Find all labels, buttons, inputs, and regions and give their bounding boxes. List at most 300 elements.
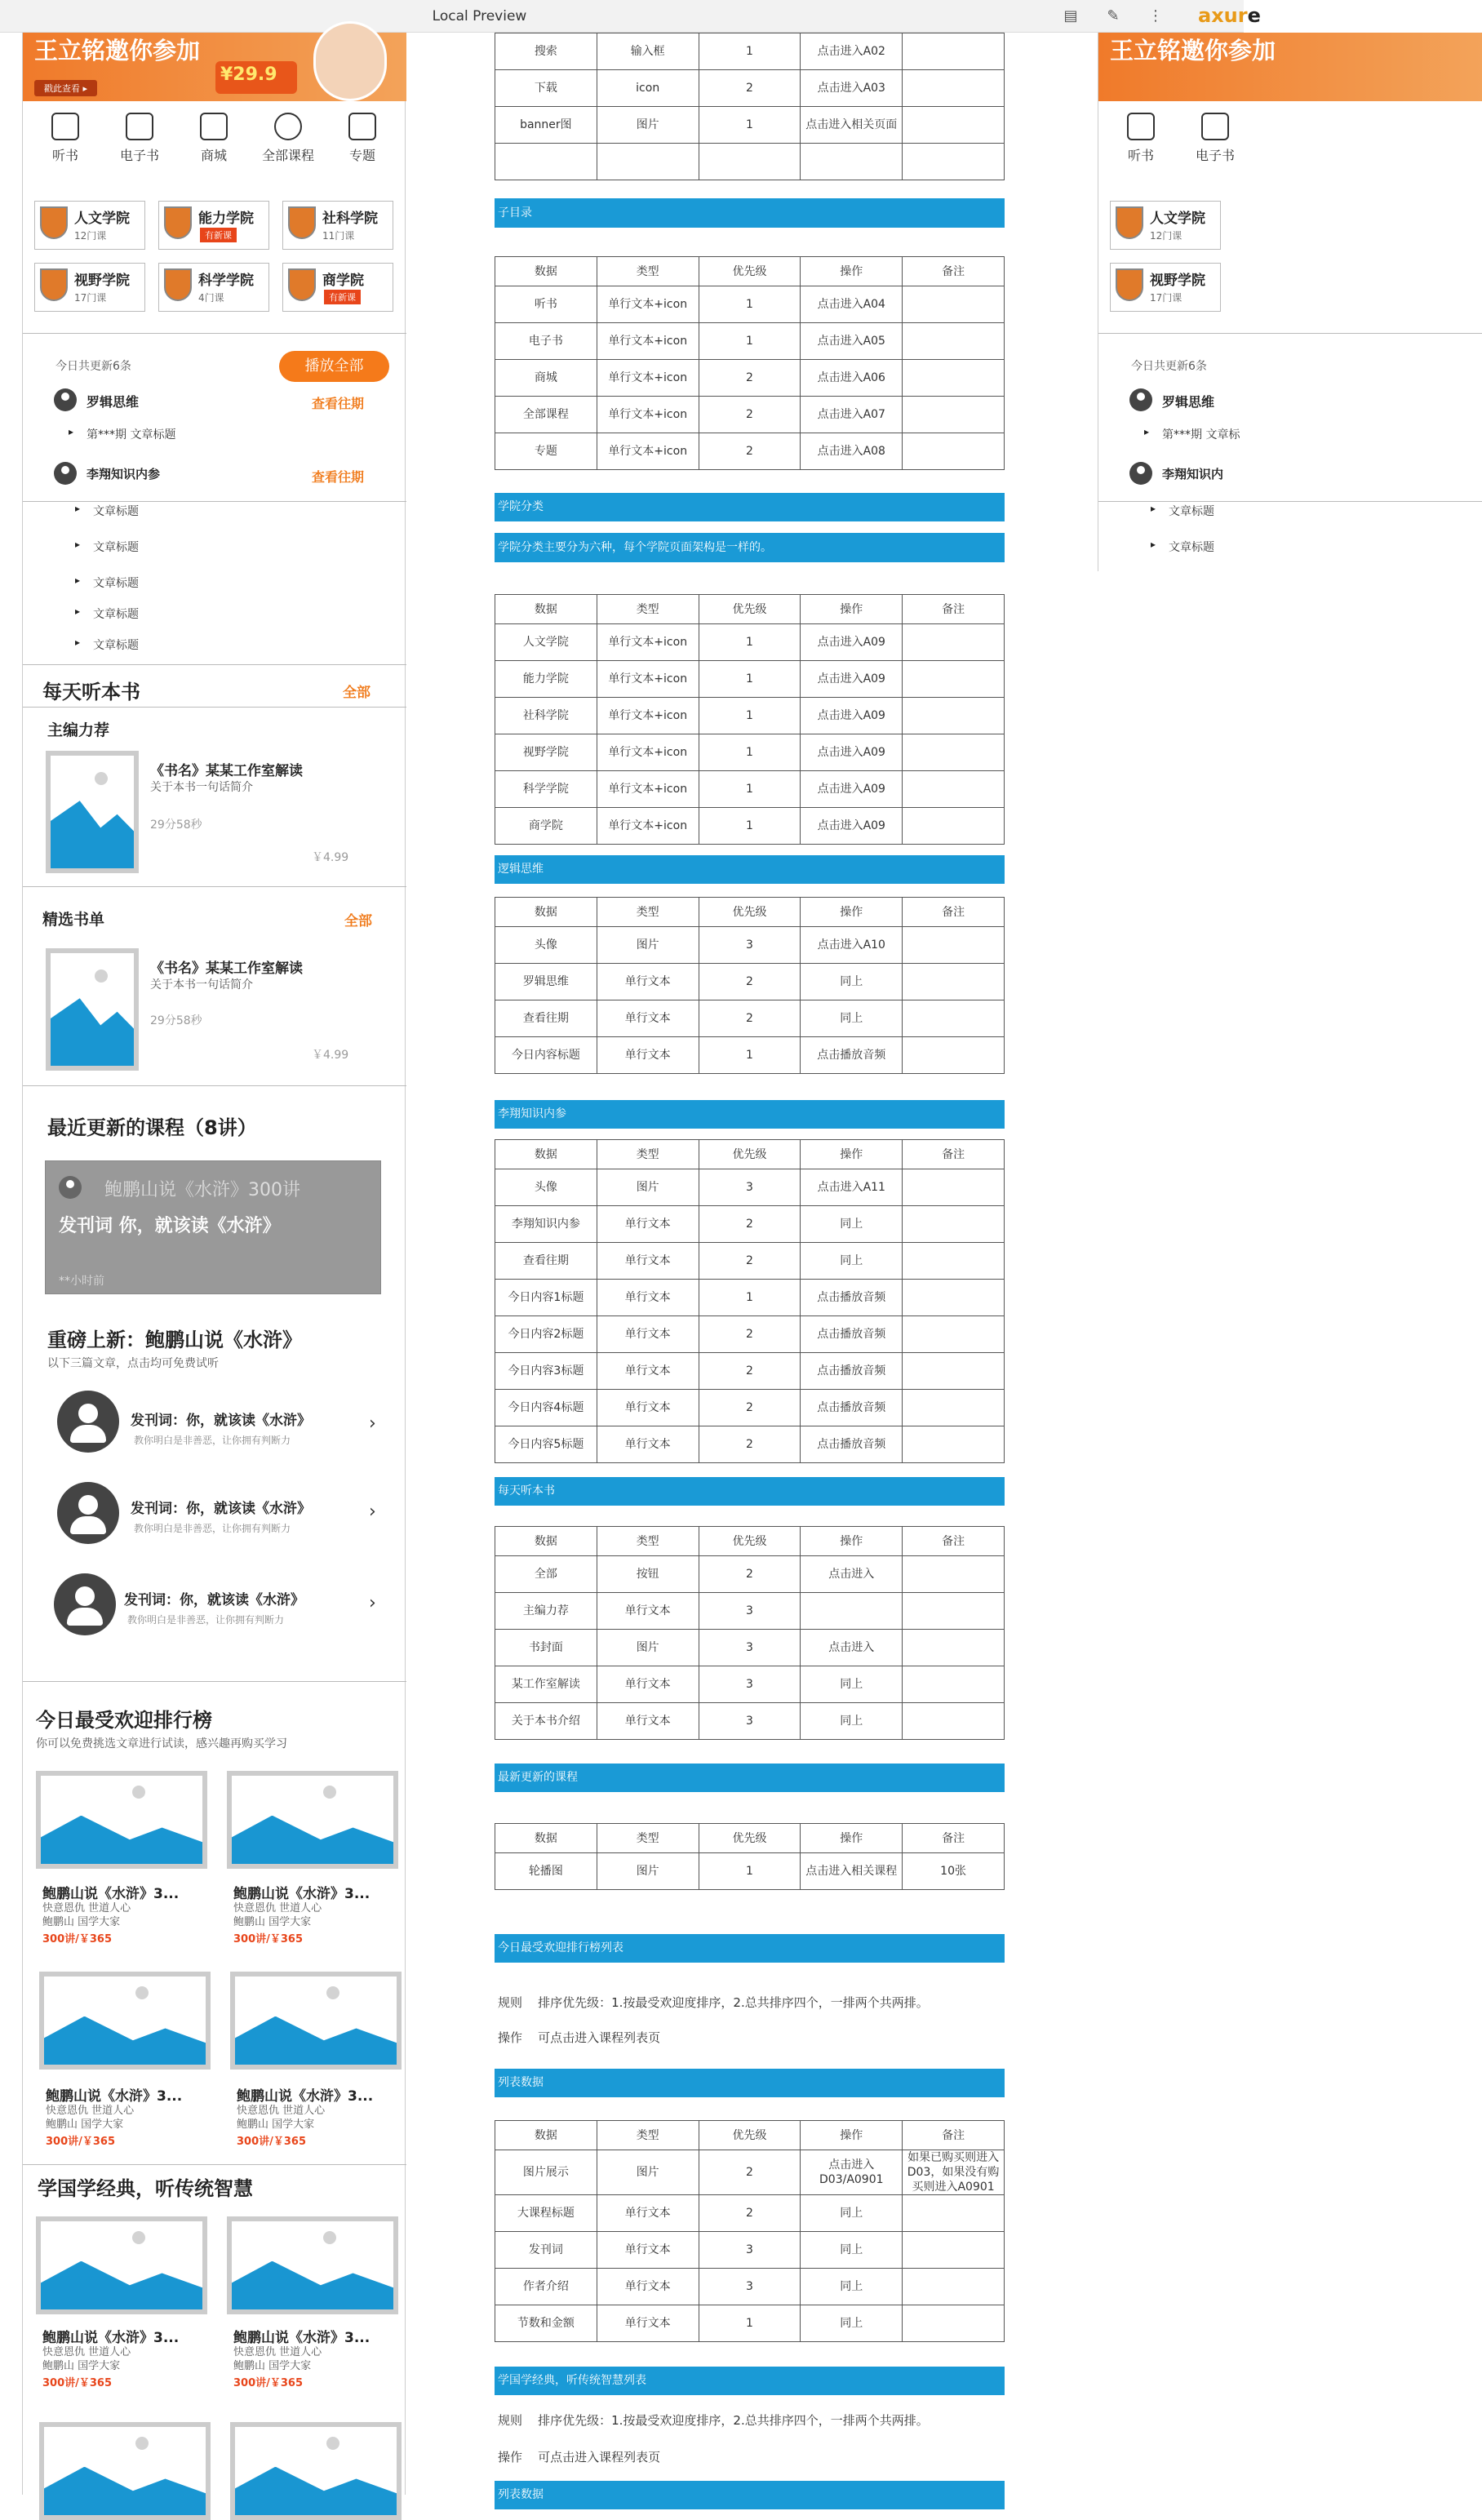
column-header: 数据	[495, 1527, 597, 1556]
table-row	[495, 1630, 1005, 1666]
column-header: 备注	[903, 898, 1005, 927]
nav-ebook[interactable]	[103, 113, 176, 164]
nav-ebook[interactable]	[1178, 113, 1252, 164]
column-header: 类型	[597, 1527, 699, 1556]
episode-title[interactable]: ▸ 第***期 文章标	[1162, 426, 1240, 442]
table-row	[495, 1390, 1005, 1426]
table-cell: 3	[699, 1169, 801, 1206]
notes-icon[interactable]: ▤	[1063, 7, 1078, 24]
table-header-row	[495, 1824, 1005, 1853]
table-cell	[903, 1243, 1005, 1280]
section-note: 学院分类主要分为六种，每个学院页面架构是一样的。	[495, 533, 1005, 562]
table-row	[495, 2195, 1005, 2232]
table-cell: 单行文本+icon	[597, 771, 699, 808]
op-label: 操作	[498, 2450, 523, 2465]
column-header: 优先级	[699, 898, 801, 927]
table-cell: 社科学院	[495, 698, 597, 734]
table-cell: 今日内容5标题	[495, 1426, 597, 1463]
course-price: 300讲/￥365	[42, 1933, 113, 1945]
view-all-link[interactable]: 全部	[343, 685, 370, 701]
rank-rule	[498, 1994, 929, 2011]
table-cell: 单行文本	[597, 1037, 699, 1074]
table-cell	[903, 964, 1005, 1000]
article-title[interactable]: ▸ 文章标题	[93, 575, 139, 591]
table-header-row	[495, 257, 1005, 286]
table-cell	[903, 2232, 1005, 2269]
section-bar: 最新更新的课程	[495, 1764, 1005, 1792]
column-header: 数据	[495, 1140, 597, 1169]
table-row	[495, 2269, 1005, 2305]
table-cell	[903, 1426, 1005, 1463]
table-cell: 点击进入相关页面	[801, 107, 903, 144]
college-count: 12门课	[1150, 230, 1182, 242]
table-cell: 2	[699, 397, 801, 433]
table-row	[495, 1280, 1005, 1316]
column-header: 优先级	[699, 257, 801, 286]
classics-op	[498, 2448, 660, 2465]
table-row	[495, 433, 1005, 470]
nav-label: 专题	[348, 148, 375, 163]
table-cell	[903, 2269, 1005, 2305]
course-title[interactable]: 鲍鹏山说《水浒》3...	[233, 1886, 370, 1902]
article-title[interactable]: 发刊词：你，就该读《水浒》	[131, 1413, 311, 1429]
column-header: 数据	[495, 257, 597, 286]
table-cell: 图片	[597, 2150, 699, 2195]
author-name[interactable]: 罗辑思维	[1162, 394, 1215, 410]
nav-label: 电子书	[1195, 148, 1235, 163]
column-header: 类型	[597, 595, 699, 624]
column-header: 操作	[801, 1140, 903, 1169]
table-cell: 点击进入A04	[801, 286, 903, 323]
table-cell: 轮播图	[495, 1853, 597, 1890]
table-row	[495, 1000, 1005, 1037]
table-cell: 今日内容4标题	[495, 1390, 597, 1426]
article-title[interactable]: ▸ 文章标题	[93, 606, 139, 622]
table-cell: 点击进入A03	[801, 70, 903, 107]
section-title: 今日最受欢迎排行榜	[36, 1709, 212, 1732]
course-author: 鲍鹏山 国学大家	[233, 1916, 312, 1928]
shield-icon	[164, 206, 192, 239]
book-price: ￥4.99	[312, 1049, 349, 1062]
shield-icon	[1116, 206, 1143, 239]
course-title[interactable]: 鲍鹏山说《水浒》3...	[42, 2330, 180, 2346]
article-title[interactable]: ▸ 文章标题	[93, 637, 139, 653]
table-cell	[903, 433, 1005, 470]
course-author: 鲍鹏山 国学大家	[233, 2360, 312, 2372]
table-cell: 点击进入	[801, 1630, 903, 1666]
table-cell	[903, 107, 1005, 144]
table-cell	[903, 144, 1005, 180]
chevron-right-icon[interactable]: ›	[369, 1593, 376, 1613]
table-cell: 科学学院	[495, 771, 597, 808]
column-header: 数据	[495, 898, 597, 927]
author-name[interactable]: 李翔知识内	[1162, 467, 1224, 481]
college-name: 能力学院	[198, 211, 254, 227]
column-header: 操作	[801, 898, 903, 927]
column-header: 优先级	[699, 1527, 801, 1556]
rule-label: 规则	[498, 1995, 523, 2010]
table-cell: 点击进入相关课程	[801, 1853, 903, 1890]
table-row	[495, 2150, 1005, 2195]
table-header-row	[495, 595, 1005, 624]
course-image[interactable]	[39, 2422, 211, 2520]
table-cell: icon	[597, 70, 699, 107]
divider	[1098, 333, 1482, 334]
avatar-icon[interactable]	[1129, 388, 1152, 411]
shield-icon	[40, 268, 68, 301]
table-row	[495, 2232, 1005, 2269]
table-cell: 点击进入A05	[801, 323, 903, 360]
course-image[interactable]	[36, 1771, 207, 1869]
table-cell: 商学院	[495, 808, 597, 845]
avatar-icon[interactable]	[54, 462, 77, 485]
course-title[interactable]: 鲍鹏山说《水浒》3...	[42, 1886, 180, 1902]
column-header: 数据	[495, 595, 597, 624]
spec-table-colleges	[495, 594, 1005, 845]
shield-icon	[288, 206, 316, 239]
college-vision[interactable]	[1110, 263, 1221, 312]
section-bar: 学国学经典，听传统智慧列表	[495, 2367, 1005, 2395]
ebook-icon	[126, 113, 153, 140]
table-cell	[903, 70, 1005, 107]
college-name: 社科学院	[322, 211, 378, 227]
phone-prototype-copy	[1098, 33, 1276, 571]
table-cell: 点击进入A07	[801, 397, 903, 433]
audio-book-icon	[51, 113, 79, 140]
table-cell: 单行文本+icon	[597, 397, 699, 433]
course-tagline: 快意恩仇 世道人心	[42, 2346, 131, 2358]
college-humanities[interactable]	[1110, 201, 1221, 250]
book-title[interactable]: 《书名》某某工作室解读	[150, 961, 303, 977]
table-cell: 2	[699, 1316, 801, 1353]
avatar-icon[interactable]	[1129, 462, 1152, 485]
article-title[interactable]: ▸ 文章标题	[93, 539, 139, 555]
promo-banner[interactable]	[23, 33, 406, 101]
course-image[interactable]	[230, 2422, 402, 2520]
nav-topics[interactable]	[326, 113, 399, 164]
table-row	[495, 1353, 1005, 1390]
table-cell: 单行文本	[597, 1426, 699, 1463]
book-description: 关于本书一句话简介	[150, 978, 253, 992]
table-cell: 同上	[801, 2232, 903, 2269]
table-cell: 图片	[597, 1630, 699, 1666]
table-cell: 点击进入A10	[801, 927, 903, 964]
section-bar: 每天听本书	[495, 1477, 1005, 1506]
college-count: 17门课	[74, 292, 107, 304]
avatar-icon	[59, 1176, 82, 1199]
table-cell: 1	[699, 286, 801, 323]
table-cell: 点击播放音频	[801, 1037, 903, 1074]
article-title[interactable]: ▸ 文章标题	[1169, 503, 1214, 519]
course-image[interactable]	[227, 2216, 398, 2314]
college-social[interactable]	[282, 201, 393, 250]
table-cell: 2	[699, 1206, 801, 1243]
table-cell	[597, 144, 699, 180]
table-row	[495, 1593, 1005, 1630]
table-cell: 点击播放音频	[801, 1390, 903, 1426]
section-bar: 今日最受欢迎排行榜列表	[495, 1934, 1005, 1963]
table-cell	[699, 144, 801, 180]
article-desc: 教你明白是非善恶，让你拥有判断力	[127, 1614, 285, 1626]
table-cell: 单行文本	[597, 2269, 699, 2305]
table-cell: 查看往期	[495, 1243, 597, 1280]
rank-op	[498, 2029, 660, 2046]
table-cell: 同上	[801, 2269, 903, 2305]
course-image[interactable]	[36, 2216, 207, 2314]
table-header-row	[495, 1527, 1005, 1556]
table-cell: 2	[699, 2195, 801, 2232]
table-cell: 2	[699, 433, 801, 470]
update-count: 今日共更新6条	[1131, 360, 1207, 373]
store-icon	[200, 113, 228, 140]
column-header: 备注	[903, 595, 1005, 624]
table-cell: 单行文本	[597, 2195, 699, 2232]
nav-label: 商城	[200, 148, 227, 163]
shield-icon	[288, 268, 316, 301]
table-cell: 单行文本+icon	[597, 433, 699, 470]
chevron-right-icon[interactable]: ›	[369, 1413, 376, 1434]
view-past-link[interactable]: 查看往期	[312, 469, 365, 485]
course-tagline: 快意恩仇 世道人心	[233, 1902, 322, 1914]
table-cell: 能力学院	[495, 661, 597, 698]
view-all-link[interactable]: 全部	[344, 913, 372, 929]
college-science[interactable]	[158, 263, 269, 312]
table-cell: 3	[699, 1666, 801, 1703]
new-course-badge: 有新课	[200, 228, 237, 242]
course-subtitle: 发刊词 你，就该读《水浒》	[59, 1216, 281, 1236]
table-cell: 按钮	[597, 1556, 699, 1593]
phone-prototype	[22, 33, 406, 2495]
column-header: 优先级	[699, 1140, 801, 1169]
table-cell: 单行文本	[597, 1000, 699, 1037]
table-cell: 2	[699, 360, 801, 397]
table-cell: 视野学院	[495, 734, 597, 771]
college-name: 科学学院	[198, 273, 254, 289]
table-cell: 点击进入A09	[801, 698, 903, 734]
college-name: 商学院	[322, 273, 364, 289]
avatar-icon[interactable]	[54, 1573, 116, 1635]
table-cell: 专题	[495, 433, 597, 470]
table-cell: 单行文本	[597, 1353, 699, 1390]
table-cell: 单行文本	[597, 1390, 699, 1426]
table-cell	[903, 360, 1005, 397]
table-cell: 3	[699, 2232, 801, 2269]
avatar-icon[interactable]	[57, 1391, 119, 1453]
course-author: 鲍鹏山 国学大家	[42, 2360, 121, 2372]
table-cell	[903, 1593, 1005, 1630]
graduation-cap-icon	[274, 113, 302, 140]
table-cell: 3	[699, 1630, 801, 1666]
course-image[interactable]	[230, 1972, 402, 2070]
course-price: 300讲/￥365	[237, 2136, 307, 2148]
article-desc: 教你明白是非善恶，让你拥有判断力	[134, 1523, 291, 1534]
college-business[interactable]	[282, 263, 393, 312]
table-header-row	[495, 1140, 1005, 1169]
table-cell: 点击进入A09	[801, 808, 903, 845]
nav-label: 听书	[1127, 148, 1154, 163]
author-name[interactable]: 李翔知识内参	[87, 467, 161, 481]
table-cell: 1	[699, 1853, 801, 1890]
nav-audiobook[interactable]	[1104, 113, 1178, 164]
table-cell: 1	[699, 734, 801, 771]
table-cell: 单行文本+icon	[597, 661, 699, 698]
table-cell: 2	[699, 964, 801, 1000]
table-cell: banner图	[495, 107, 597, 144]
article-title[interactable]: ▸ 文章标题	[93, 503, 139, 519]
table-cell: 搜索	[495, 33, 597, 70]
table-cell	[903, 771, 1005, 808]
table-cell	[903, 397, 1005, 433]
section-bar: 李翔知识内参	[495, 1100, 1005, 1129]
new-course-badge: 有新课	[324, 290, 361, 304]
column-header: 备注	[903, 1824, 1005, 1853]
table-cell: 电子书	[495, 323, 597, 360]
table-cell: 单行文本	[597, 1316, 699, 1353]
table-cell: 单行文本+icon	[597, 323, 699, 360]
book-cover[interactable]	[46, 751, 139, 873]
table-cell: 点击进入A09	[801, 624, 903, 661]
banner-button[interactable]: 戳此查看 ▸	[34, 80, 97, 96]
article-title[interactable]: ▸ 文章标题	[1169, 539, 1214, 555]
promo-banner[interactable]	[1098, 33, 1482, 101]
banner-title: 王立铭邀你参加	[34, 37, 201, 64]
audio-book-icon	[1127, 113, 1155, 140]
table-cell: 查看往期	[495, 1000, 597, 1037]
table-cell: 点击进入A02	[801, 33, 903, 70]
table-row	[495, 1703, 1005, 1740]
course-author: 鲍鹏山 国学大家	[42, 1916, 121, 1928]
avatar-icon[interactable]	[54, 388, 77, 411]
table-row	[495, 808, 1005, 845]
edit-icon[interactable]: ✎	[1107, 7, 1120, 24]
table-cell: 今日内容1标题	[495, 1280, 597, 1316]
banner-portrait	[313, 21, 387, 101]
book-cover[interactable]	[46, 948, 139, 1071]
table-cell: 点击进入A08	[801, 433, 903, 470]
table-cell: 单行文本	[597, 1243, 699, 1280]
table-cell: 1	[699, 107, 801, 144]
table-row	[495, 1426, 1005, 1463]
course-title[interactable]: 鲍鹏山说《水浒》3...	[233, 2330, 370, 2346]
section-bar: 子目录	[495, 198, 1005, 228]
author-name[interactable]: 罗辑思维	[87, 394, 140, 410]
episode-title[interactable]: ▸ 第***期 文章标题	[87, 426, 175, 442]
college-name: 人文学院	[74, 211, 130, 227]
section-title: 每天听本书	[42, 681, 140, 703]
college-ability[interactable]	[158, 201, 269, 250]
rule-text: 排序优先级：1.按最受欢迎度排序，2.总共排序四个，一排两个共两排。	[538, 1995, 929, 2010]
table-cell: 10张	[903, 1853, 1005, 1890]
divider	[23, 1085, 406, 1086]
more-icon[interactable]: ⋮	[1148, 7, 1163, 24]
table-cell: 单行文本	[597, 1703, 699, 1740]
course-title[interactable]: 鲍鹏山说《水浒》3...	[237, 2088, 374, 2105]
section-bar: 列表数据	[495, 2069, 1005, 2097]
nav-label: 全部课程	[261, 148, 314, 163]
table-cell	[801, 144, 903, 180]
nav-store[interactable]	[177, 113, 251, 164]
book-duration: 29分58秒	[150, 1014, 202, 1027]
course-image[interactable]	[39, 1972, 211, 2070]
article-title[interactable]: 发刊词：你，就该读《水浒》	[124, 1592, 304, 1608]
table-cell: 同上	[801, 1000, 903, 1037]
table-cell: 罗辑思维	[495, 964, 597, 1000]
table-cell: 点击播放音频	[801, 1426, 903, 1463]
rule-label: 规则	[498, 2413, 523, 2428]
table-cell: 单行文本+icon	[597, 808, 699, 845]
course-image[interactable]	[227, 1771, 398, 1869]
table-row	[495, 624, 1005, 661]
course-price: 300讲/￥365	[233, 2377, 304, 2389]
avatar-icon[interactable]	[57, 1482, 119, 1544]
college-vision[interactable]	[34, 263, 145, 312]
article-title[interactable]: 发刊词：你，就该读《水浒》	[131, 1501, 311, 1517]
book-title[interactable]: 《书名》某某工作室解读	[150, 763, 303, 779]
chevron-right-icon[interactable]: ›	[369, 1502, 376, 1522]
course-title[interactable]: 鲍鹏山说《水浒》3...	[46, 2088, 183, 2105]
table-cell: 单行文本	[597, 1206, 699, 1243]
spec-table-daily-book	[495, 1526, 1005, 1740]
table-cell: 同上	[801, 964, 903, 1000]
nav-all-courses[interactable]	[251, 113, 325, 164]
table-cell	[903, 1316, 1005, 1353]
column-header: 类型	[597, 2121, 699, 2150]
ebook-icon	[1201, 113, 1229, 140]
logo-text-a: axur	[1198, 4, 1248, 27]
divider	[1098, 501, 1482, 502]
table-row	[495, 1556, 1005, 1593]
column-header: 操作	[801, 1527, 903, 1556]
course-carousel-card[interactable]	[45, 1160, 381, 1294]
divider	[23, 886, 406, 887]
table-cell: 1	[699, 1280, 801, 1316]
category-nav	[23, 113, 406, 180]
book-duration: 29分58秒	[150, 819, 202, 832]
course-price: 300讲/￥365	[233, 1933, 304, 1945]
table-row	[495, 1037, 1005, 1074]
table-cell: 点击进入D03/A0901	[801, 2150, 903, 2195]
table-cell: 节数和金额	[495, 2305, 597, 2342]
table-cell: 图片	[597, 1853, 699, 1890]
view-past-link[interactable]: 查看往期	[312, 396, 365, 411]
table-cell	[903, 1556, 1005, 1593]
table-row	[495, 1316, 1005, 1353]
table-cell	[903, 1390, 1005, 1426]
table-cell	[903, 1280, 1005, 1316]
table-row	[495, 1206, 1005, 1243]
course-author: 鲍鹏山 国学大家	[237, 2118, 315, 2131]
table-cell: 3	[699, 927, 801, 964]
table-cell: 头像	[495, 927, 597, 964]
table-cell	[903, 1630, 1005, 1666]
divider	[23, 707, 406, 708]
table-cell: 作者介绍	[495, 2269, 597, 2305]
table-cell: 点击播放音频	[801, 1316, 903, 1353]
table-cell: 2	[699, 1556, 801, 1593]
nav-audiobook[interactable]	[29, 113, 102, 164]
college-humanities[interactable]	[34, 201, 145, 250]
course-title: 鲍鹏山说《水浒》300讲	[104, 1180, 300, 1200]
table-cell: 听书	[495, 286, 597, 323]
section-title: 最近更新的课程（8讲）	[47, 1116, 257, 1139]
table-cell: 图片展示	[495, 2150, 597, 2195]
table-cell	[903, 1353, 1005, 1390]
course-time: **小时前	[59, 1275, 104, 1288]
play-all-button[interactable]: 播放全部	[279, 351, 389, 382]
table-cell: 1	[699, 698, 801, 734]
table-cell: 点击进入A09	[801, 661, 903, 698]
article-desc: 教你明白是非善恶，让你拥有判断力	[134, 1435, 291, 1446]
